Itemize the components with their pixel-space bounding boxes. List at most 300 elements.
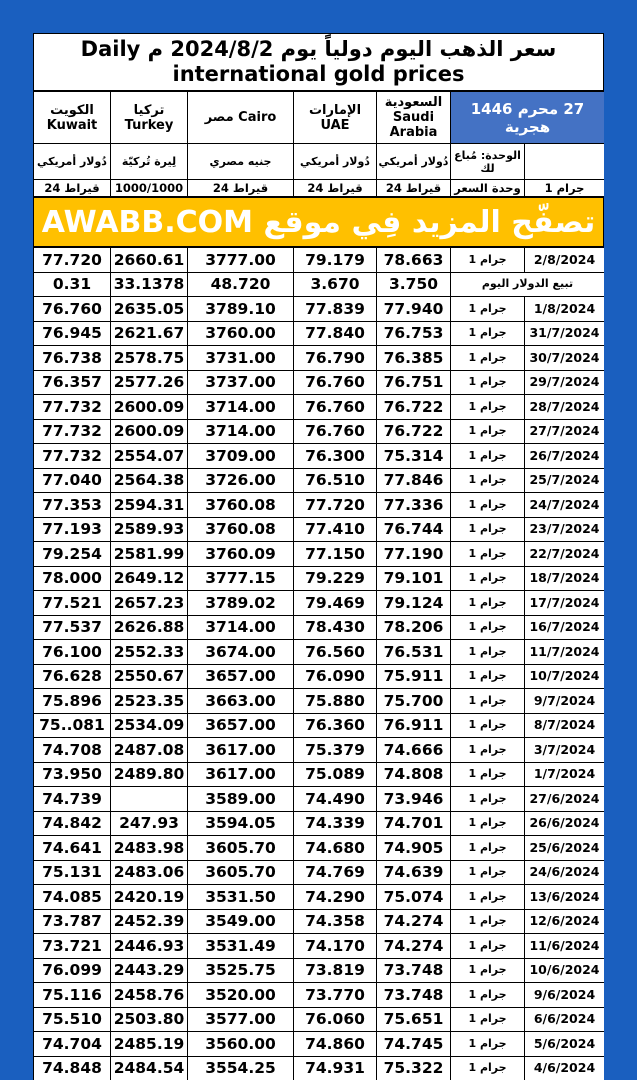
price-turkey: 2443.29 [111,958,188,983]
row-date: 22/7/2024 [525,542,605,567]
table-row [34,517,605,542]
price-saudi: 78.663 [377,248,451,273]
unit-blank [525,144,605,180]
price-cairo: 3760.08 [188,517,294,542]
price-uae: 74.490 [294,787,377,812]
price-kuwait: 73.787 [34,909,111,934]
price-cairo: 3726.00 [188,468,294,493]
price-turkey: 2483.98 [111,836,188,861]
price-saudi: 79.124 [377,591,451,616]
karat-uae: 24 قيراط [294,180,377,197]
price-unit-label: وحدة السعر [451,180,525,197]
row-date: 26/6/2024 [525,811,605,836]
row-date: 1/7/2024 [525,762,605,787]
price-turkey: 2534.09 [111,713,188,738]
price-uae: 76.300 [294,444,377,469]
price-turkey: 2483.06 [111,860,188,885]
price-saudi: 77.190 [377,542,451,567]
row-date: 13/6/2024 [525,885,605,910]
price-kuwait: 74.708 [34,738,111,763]
table-row [34,542,605,567]
price-turkey: 2600.09 [111,395,188,420]
row-unit: 1 جرام [451,493,525,518]
table-row [34,1007,605,1032]
row-unit: 1 جرام [451,395,525,420]
row-unit: 1 جرام [451,444,525,469]
price-kuwait: 77.732 [34,444,111,469]
usd-note: تبيع الدولار اليوم [451,272,605,297]
row-date: 6/6/2024 [525,1007,605,1032]
table-row [34,713,605,738]
price-kuwait: 74.085 [34,885,111,910]
price-saudi: 75.700 [377,689,451,714]
price-cairo: 3520.00 [188,983,294,1008]
price-saudi: 73.748 [377,983,451,1008]
unit-label: الوحدة: مُباع لك [451,144,525,180]
table-row [34,248,605,273]
price-turkey: 2446.93 [111,934,188,959]
price-cairo: 3760.08 [188,493,294,518]
row-date: 24/6/2024 [525,860,605,885]
table-row [34,885,605,910]
price-turkey: 2458.76 [111,983,188,1008]
unit-kuwait: دُولار أمريكي [34,144,111,180]
row-date: 4/6/2024 [525,1056,605,1080]
row-date: 28/7/2024 [525,395,605,420]
price-uae: 3.670 [294,272,377,297]
table-row [34,934,605,959]
price-turkey: 33.1378 [111,272,188,297]
price-cairo: 3549.00 [188,909,294,934]
price-kuwait: 75.116 [34,983,111,1008]
header-cairo: مصر Cairo [188,92,294,144]
price-cairo: 3657.00 [188,713,294,738]
row-date: 25/7/2024 [525,468,605,493]
table-row [34,689,605,714]
price-saudi: 74.745 [377,1032,451,1057]
price-saudi: 76.385 [377,346,451,371]
price-cairo: 3714.00 [188,395,294,420]
price-uae: 75.880 [294,689,377,714]
price-kuwait: 77.720 [34,248,111,273]
price-cairo: 3731.00 [188,346,294,371]
table-row [34,1056,605,1080]
price-kuwait: 75..081 [34,713,111,738]
table-row [34,762,605,787]
price-uae: 76.510 [294,468,377,493]
table-row [34,664,605,689]
price-turkey: 2600.09 [111,419,188,444]
price-uae: 76.760 [294,395,377,420]
price-kuwait: 0.31 [34,272,111,297]
header-kuwait: الكويت Kuwait [34,92,111,144]
table-row [34,395,605,420]
price-cairo: 3789.10 [188,297,294,322]
price-cairo: 3714.00 [188,615,294,640]
table-row [34,297,605,322]
table-row [34,370,605,395]
price-turkey: 2484.54 [111,1056,188,1080]
price-cairo: 3577.00 [188,1007,294,1032]
price-kuwait: 75.896 [34,689,111,714]
price-turkey: 2578.75 [111,346,188,371]
price-saudi: 74.666 [377,738,451,763]
row-date: 26/7/2024 [525,444,605,469]
price-turkey: 2564.38 [111,468,188,493]
row-unit: 1 جرام [451,1007,525,1032]
row-unit: 1 جرام [451,248,525,273]
price-saudi: 74.905 [377,836,451,861]
price-kuwait: 75.510 [34,1007,111,1032]
price-cairo: 3525.75 [188,958,294,983]
table-row [34,860,605,885]
price-cairo: 3617.00 [188,762,294,787]
row-unit: 1 جرام [451,689,525,714]
price-kuwait: 73.950 [34,762,111,787]
price-saudi: 77.846 [377,468,451,493]
row-unit: 1 جرام [451,958,525,983]
table-row [34,787,605,812]
unit-cairo: جنيه مصري [188,144,294,180]
price-saudi: 76.753 [377,321,451,346]
price-cairo: 3594.05 [188,811,294,836]
price-turkey: 2626.88 [111,615,188,640]
price-saudi: 3.750 [377,272,451,297]
unit-saudi: دُولار أمريكي [377,144,451,180]
price-turkey [111,787,188,812]
karat-row [34,180,605,197]
price-turkey: 2577.26 [111,370,188,395]
price-saudi: 76.751 [377,370,451,395]
currency-row [34,144,605,180]
row-date: 10/6/2024 [525,958,605,983]
row-date: 11/7/2024 [525,640,605,665]
price-kuwait: 76.099 [34,958,111,983]
price-kuwait: 74.848 [34,1056,111,1080]
row-date: 12/6/2024 [525,909,605,934]
price-uae: 79.229 [294,566,377,591]
price-uae: 75.089 [294,762,377,787]
row-date: 30/7/2024 [525,346,605,371]
price-cairo: 3760.00 [188,321,294,346]
price-cairo: 48.720 [188,272,294,297]
price-turkey: 2550.67 [111,664,188,689]
price-kuwait: 76.760 [34,297,111,322]
table-row [34,591,605,616]
price-kuwait: 77.537 [34,615,111,640]
row-date: 17/7/2024 [525,591,605,616]
price-saudi: 75.911 [377,664,451,689]
price-kuwait: 77.040 [34,468,111,493]
row-date: 23/7/2024 [525,517,605,542]
price-cairo: 3777.15 [188,566,294,591]
price-kuwait: 74.842 [34,811,111,836]
price-saudi: 76.744 [377,517,451,542]
row-unit: 1 جرام [451,297,525,322]
table-row [34,836,605,861]
price-uae: 76.090 [294,664,377,689]
price-cairo: 3589.00 [188,787,294,812]
row-unit: 1 جرام [451,542,525,567]
table-row [34,1032,605,1057]
row-date: 9/7/2024 [525,689,605,714]
price-uae: 77.720 [294,493,377,518]
karat-saudi: 24 قيراط [377,180,451,197]
table-row [34,738,605,763]
price-uae: 74.290 [294,885,377,910]
price-turkey: 2489.80 [111,762,188,787]
price-saudi: 77.336 [377,493,451,518]
price-saudi: 75.322 [377,1056,451,1080]
price-uae: 74.339 [294,811,377,836]
price-turkey: 2487.08 [111,738,188,763]
unit-uae: دُولار أمريكي [294,144,377,180]
row-unit: 1 جرام [451,321,525,346]
row-unit: 1 جرام [451,860,525,885]
price-turkey: 2635.05 [111,297,188,322]
row-unit: 1 جرام [451,811,525,836]
price-turkey: 2420.19 [111,885,188,910]
price-kuwait: 76.357 [34,370,111,395]
price-saudi: 76.911 [377,713,451,738]
table-row [34,419,605,444]
row-date: 10/7/2024 [525,664,605,689]
table-row [34,321,605,346]
price-saudi: 76.722 [377,395,451,420]
row-unit: 1 جرام [451,713,525,738]
price-kuwait: 76.945 [34,321,111,346]
row-date: 18/7/2024 [525,566,605,591]
table-row [34,958,605,983]
price-uae: 77.839 [294,297,377,322]
price-saudi: 74.639 [377,860,451,885]
row-unit: 1 جرام [451,885,525,910]
row-date: 9/6/2024 [525,983,605,1008]
price-kuwait: 77.521 [34,591,111,616]
price-uae: 76.760 [294,370,377,395]
row-unit: 1 جرام [451,983,525,1008]
price-kuwait: 78.000 [34,566,111,591]
price-cairo: 3674.00 [188,640,294,665]
price-turkey: 2452.39 [111,909,188,934]
price-uae: 76.060 [294,1007,377,1032]
row-unit: 1 جرام [451,738,525,763]
price-uae: 74.860 [294,1032,377,1057]
row-unit: 1 جرام [451,787,525,812]
country-header-row [34,92,605,144]
price-turkey: 2503.80 [111,1007,188,1032]
table-row [34,566,605,591]
header-table [33,91,604,197]
page-title: سعر الذهب اليوم دولياً يوم 2024/8/2 م Daily international gold prices [33,33,604,91]
price-uae: 76.560 [294,640,377,665]
gram-label: 1 جرام [525,180,605,197]
table-row [34,272,605,297]
price-turkey: 2485.19 [111,1032,188,1057]
table-row [34,468,605,493]
table-row [34,615,605,640]
price-cairo: 3709.00 [188,444,294,469]
price-cairo: 3531.49 [188,934,294,959]
row-unit: 1 جرام [451,934,525,959]
row-date: 11/6/2024 [525,934,605,959]
price-cairo: 3605.70 [188,836,294,861]
row-unit: 1 جرام [451,517,525,542]
price-saudi: 74.701 [377,811,451,836]
price-uae: 77.840 [294,321,377,346]
price-cairo: 3531.50 [188,885,294,910]
price-kuwait: 76.738 [34,346,111,371]
price-uae: 74.769 [294,860,377,885]
table-row [34,811,605,836]
row-unit: 1 جرام [451,664,525,689]
price-turkey: 2649.12 [111,566,188,591]
price-turkey: 2523.35 [111,689,188,714]
price-kuwait: 77.732 [34,395,111,420]
table-row [34,346,605,371]
row-unit: 1 جرام [451,640,525,665]
price-uae: 79.179 [294,248,377,273]
price-uae: 74.358 [294,909,377,934]
price-saudi: 76.722 [377,419,451,444]
row-date: 27/6/2024 [525,787,605,812]
price-kuwait: 77.353 [34,493,111,518]
price-kuwait: 76.100 [34,640,111,665]
price-saudi: 73.748 [377,958,451,983]
karat-turkey: 1000/1000 [111,180,188,197]
price-kuwait: 73.721 [34,934,111,959]
price-saudi: 74.808 [377,762,451,787]
karat-cairo: 24 قيراط [188,180,294,197]
row-date: 31/7/2024 [525,321,605,346]
header-uae: الإمارات UAE [294,92,377,144]
row-unit: 1 جرام [451,762,525,787]
row-date: 25/6/2024 [525,836,605,861]
prices-table [33,247,604,1080]
price-saudi: 76.531 [377,640,451,665]
row-date: 24/7/2024 [525,493,605,518]
header-turkey: تركيا Turkey [111,92,188,144]
row-date: 27/7/2024 [525,419,605,444]
price-cairo: 3605.70 [188,860,294,885]
price-kuwait: 74.739 [34,787,111,812]
price-cairo: 3663.00 [188,689,294,714]
row-date: 5/6/2024 [525,1032,605,1057]
row-unit: 1 جرام [451,1056,525,1080]
price-kuwait: 75.131 [34,860,111,885]
price-saudi: 73.946 [377,787,451,812]
price-uae: 74.170 [294,934,377,959]
table-row [34,983,605,1008]
row-unit: 1 جرام [451,615,525,640]
price-saudi: 77.940 [377,297,451,322]
table-row [34,493,605,518]
price-cairo: 3657.00 [188,664,294,689]
price-uae: 77.410 [294,517,377,542]
price-cairo: 3714.00 [188,419,294,444]
row-date: 16/7/2024 [525,615,605,640]
price-cairo: 3560.00 [188,1032,294,1057]
price-saudi: 75.314 [377,444,451,469]
price-saudi: 79.101 [377,566,451,591]
price-turkey: 2589.93 [111,517,188,542]
price-uae: 79.469 [294,591,377,616]
row-unit: 1 جرام [451,836,525,861]
row-unit: 1 جرام [451,566,525,591]
row-date: 3/7/2024 [525,738,605,763]
row-unit: 1 جرام [451,419,525,444]
website-banner[interactable]: تصفّح المزيد فِي موقع AWABB.COM [33,197,604,247]
price-uae: 74.680 [294,836,377,861]
price-saudi: 75.651 [377,1007,451,1032]
price-cairo: 3789.02 [188,591,294,616]
price-uae: 76.360 [294,713,377,738]
price-cairo: 3554.25 [188,1056,294,1080]
row-date: 1/8/2024 [525,297,605,322]
row-unit: 1 جرام [451,591,525,616]
price-kuwait: 79.254 [34,542,111,567]
price-uae: 73.819 [294,958,377,983]
price-uae: 75.379 [294,738,377,763]
header-saudi: السعودية Saudi Arabia [377,92,451,144]
row-unit: 1 جرام [451,1032,525,1057]
price-kuwait: 76.628 [34,664,111,689]
price-sheet [33,33,604,1080]
price-uae: 78.430 [294,615,377,640]
price-turkey: 2552.33 [111,640,188,665]
price-turkey: 2660.61 [111,248,188,273]
price-kuwait: 77.732 [34,419,111,444]
table-row [34,909,605,934]
price-saudi: 74.274 [377,909,451,934]
price-cairo: 3737.00 [188,370,294,395]
hijri-date: 27 محرم 1446 هجرية [451,92,605,144]
prices-body [34,248,605,1080]
row-date: 8/7/2024 [525,713,605,738]
price-uae: 73.770 [294,983,377,1008]
row-unit: 1 جرام [451,468,525,493]
price-turkey: 2594.31 [111,493,188,518]
row-unit: 1 جرام [451,370,525,395]
price-uae: 76.790 [294,346,377,371]
price-uae: 76.760 [294,419,377,444]
row-unit: 1 جرام [451,909,525,934]
price-cairo: 3777.00 [188,248,294,273]
price-saudi: 75.074 [377,885,451,910]
row-date: 2/8/2024 [525,248,605,273]
row-date: 29/7/2024 [525,370,605,395]
row-unit: 1 جرام [451,346,525,371]
unit-turkey: لِيرة تُركيّة [111,144,188,180]
price-uae: 77.150 [294,542,377,567]
price-turkey: 2621.67 [111,321,188,346]
price-kuwait: 74.704 [34,1032,111,1057]
table-row [34,640,605,665]
price-saudi: 74.274 [377,934,451,959]
price-cairo: 3617.00 [188,738,294,763]
price-saudi: 78.206 [377,615,451,640]
karat-kuwait: 24 قيراط [34,180,111,197]
price-uae: 74.931 [294,1056,377,1080]
price-turkey: 2554.07 [111,444,188,469]
price-turkey: 2657.23 [111,591,188,616]
price-turkey: 247.93 [111,811,188,836]
price-cairo: 3760.09 [188,542,294,567]
table-row [34,444,605,469]
price-turkey: 2581.99 [111,542,188,567]
price-kuwait: 74.641 [34,836,111,861]
price-kuwait: 77.193 [34,517,111,542]
